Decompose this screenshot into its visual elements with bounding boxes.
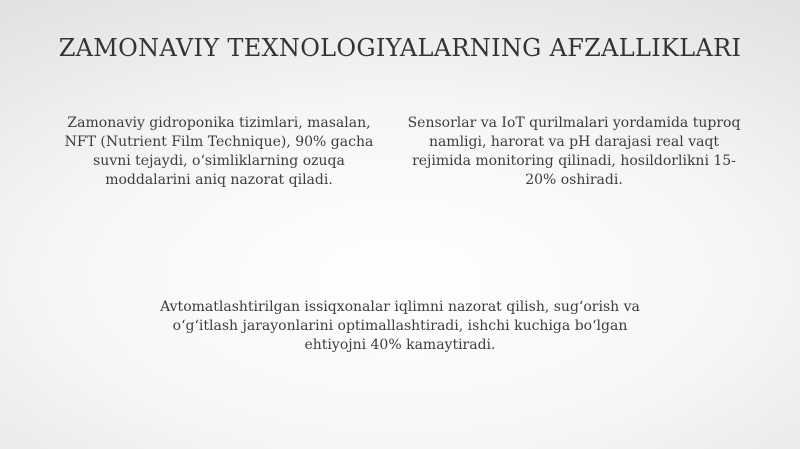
paragraph-hydroponics: Zamonaviy gidroponika tizimlari, masalan, NFT (Nutrient Film Technique), 90% gacha suvni tejaydi, o‘simliklarning ozuqa moddalarini aniq nazorat qiladi.: [64, 115, 374, 188]
paragraph-automated-greenhouses: Avtomatlashtirilgan issiqxonalar iqlimni nazorat qilish, sug‘orish va o‘g‘itlash jarayonlarini optimallashtiradi, ishchi kuchiga bo‘lgan ehtiyojni 40% kamaytiradi.: [160, 299, 640, 353]
slide-title: ZAMONAVIY TEXNOLOGIYALARNING AFZALLIKLARI: [58, 34, 742, 62]
paragraph-sensors-iot: Sensorlar va IoT qurilmalari yordamida tuproq namligi, harorat va pH darajasi real vaqt rejimida monitoring qilinadi, hosildorlikni 15-20% oshiradi.: [407, 115, 741, 188]
